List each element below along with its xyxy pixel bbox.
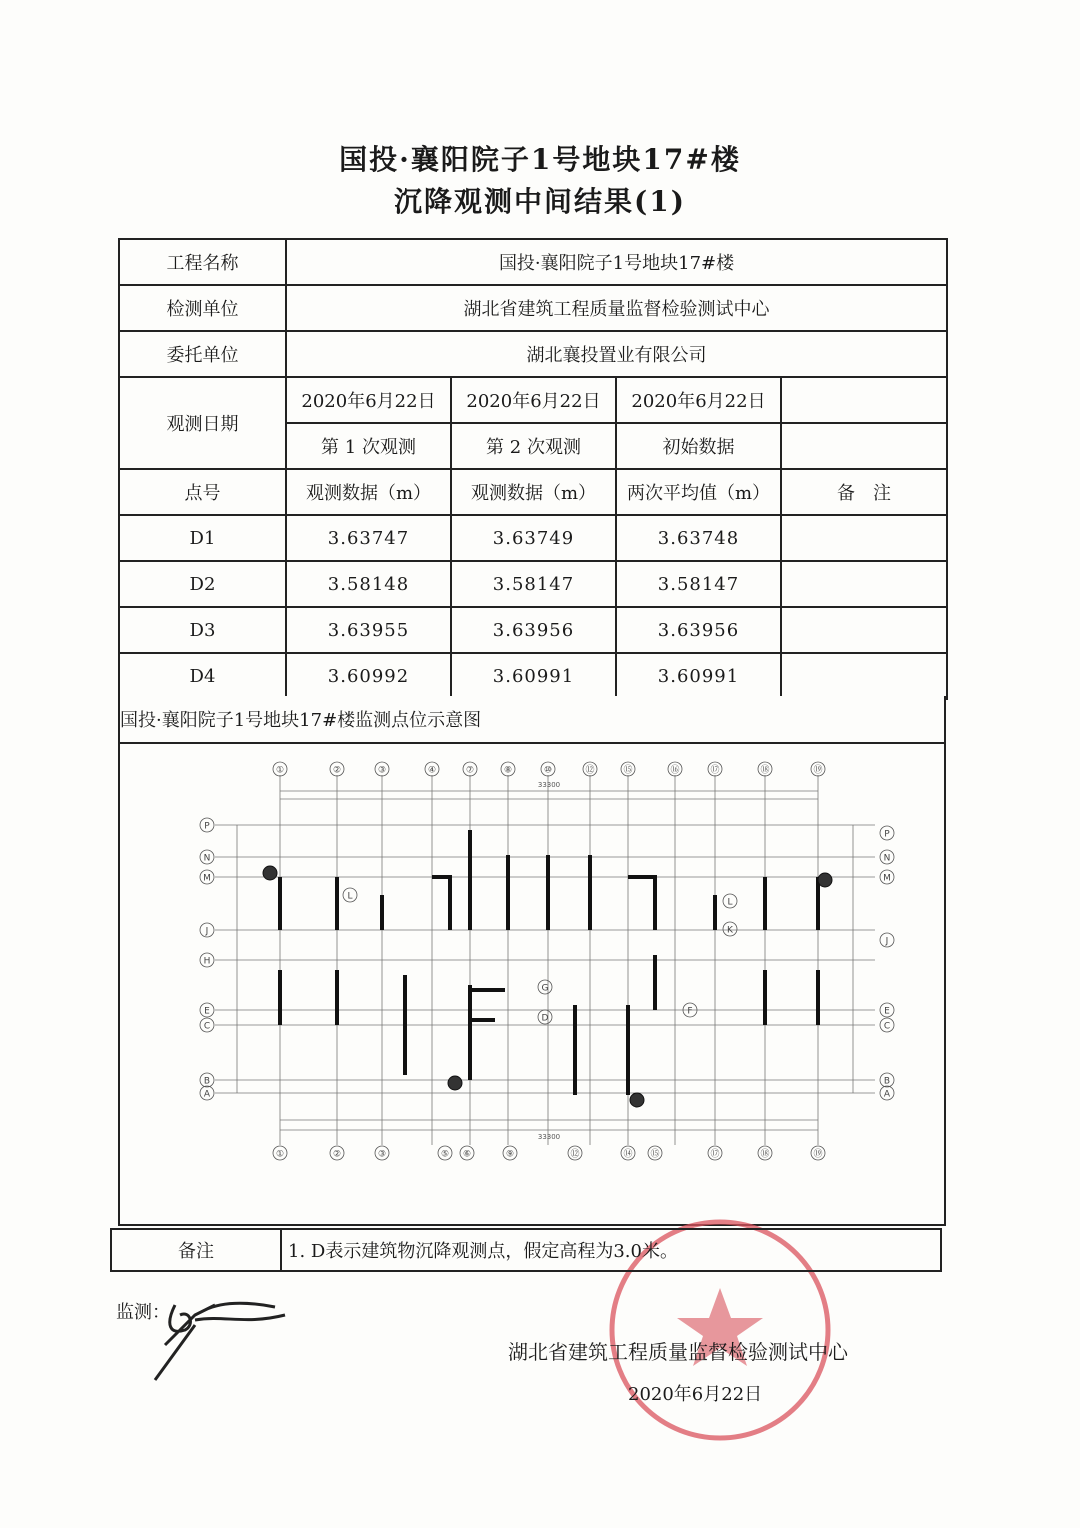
axis-label-left xyxy=(200,1003,214,1017)
value-1: 3.60992 xyxy=(286,653,451,699)
axis-label-top xyxy=(621,762,635,776)
round-empty xyxy=(781,423,947,469)
svg-text:⑱: ⑱ xyxy=(760,765,770,776)
inspector-value: 湖北省建筑工程质量监督检验测试中心 xyxy=(286,285,947,331)
axis-label-right xyxy=(880,1003,894,1017)
date-3: 2020年6月22日 xyxy=(616,377,781,423)
point-label xyxy=(723,894,737,908)
svg-text:G: G xyxy=(541,983,549,994)
svg-text:⑲: ⑲ xyxy=(813,1149,823,1160)
point-label xyxy=(343,888,357,902)
dimension-total: 33300 xyxy=(537,1133,561,1141)
remark-label: 备注 xyxy=(111,1229,281,1271)
svg-text:⑮: ⑮ xyxy=(650,1149,660,1160)
sign-date: 2020年6月22日 xyxy=(628,1384,763,1405)
svg-text:⑧: ⑧ xyxy=(503,765,513,776)
point-id: D4 xyxy=(119,653,286,699)
svg-text:B: B xyxy=(203,1076,211,1087)
doc-subtitle: 沉降观测中间结果(1) xyxy=(394,185,686,218)
svg-text:⑫: ⑫ xyxy=(585,765,595,776)
value-remark xyxy=(781,653,947,699)
svg-text:⑫: ⑫ xyxy=(570,1149,580,1160)
doc-title: 国投·襄阳院子1号地块17#楼 xyxy=(339,143,741,176)
axis-label-bottom xyxy=(273,1146,287,1160)
point-id: D1 xyxy=(119,515,286,561)
svg-text:①: ① xyxy=(275,765,285,776)
axis-label-bottom xyxy=(648,1146,662,1160)
axis-label-top xyxy=(425,762,439,776)
info-table xyxy=(118,238,948,700)
value-1: 3.63747 xyxy=(286,515,451,561)
org-signature: 湖北省建筑工程质量监督检验测试中心 xyxy=(508,1340,848,1364)
axis-label-right xyxy=(880,826,894,840)
axis-label-right xyxy=(880,870,894,884)
axis-label-bottom xyxy=(438,1146,452,1160)
svg-text:④: ④ xyxy=(427,765,437,776)
client-value: 湖北襄投置业有限公司 xyxy=(286,331,947,377)
svg-text:⑱: ⑱ xyxy=(760,1149,770,1160)
axis-label-bottom xyxy=(758,1146,772,1160)
svg-text:⑯: ⑯ xyxy=(670,765,680,776)
divider xyxy=(118,742,944,744)
axis-label-right xyxy=(880,1086,894,1100)
inspector-label: 检测单位 xyxy=(119,285,286,331)
axis-label-top xyxy=(668,762,682,776)
axis-label-left xyxy=(200,870,214,884)
axis-label-left xyxy=(200,850,214,864)
svg-text:J: J xyxy=(205,926,209,937)
svg-text:②: ② xyxy=(332,765,342,776)
value-1: 3.63955 xyxy=(286,607,451,653)
svg-text:⑥: ⑥ xyxy=(462,1149,472,1160)
remark-text: 1. D表示建筑物沉降观测点，假定高程为3.0米。 xyxy=(281,1229,941,1271)
svg-text:⑦: ⑦ xyxy=(465,765,475,776)
svg-text:L: L xyxy=(347,891,353,902)
axis-label-left xyxy=(200,953,214,967)
point-label xyxy=(538,1010,552,1024)
value-2: 3.60991 xyxy=(451,653,616,699)
axis-label-bottom xyxy=(330,1146,344,1160)
axis-label-top xyxy=(273,762,287,776)
svg-text:⑰: ⑰ xyxy=(710,765,720,776)
axis-label-top xyxy=(758,762,772,776)
client-label: 委托单位 xyxy=(119,331,286,377)
value-remark xyxy=(781,607,947,653)
monitor-label: 监测： xyxy=(116,1302,170,1323)
axis-label-left xyxy=(200,818,214,832)
axis-label-left xyxy=(200,1073,214,1087)
axis-label-top xyxy=(501,762,515,776)
round-3: 初始数据 xyxy=(616,423,781,469)
axis-label-bottom xyxy=(708,1146,722,1160)
axis-label-right xyxy=(880,1073,894,1087)
point-label xyxy=(723,922,737,936)
svg-text:C: C xyxy=(203,1021,211,1032)
svg-text:⑭: ⑭ xyxy=(623,1149,633,1160)
axis-label-top xyxy=(708,762,722,776)
svg-text:J: J xyxy=(885,936,889,947)
axis-label-left xyxy=(200,1086,214,1100)
svg-text:⑲: ⑲ xyxy=(813,765,823,776)
signature-icon xyxy=(135,1285,305,1385)
date-empty xyxy=(781,377,947,423)
dimension-total: 33300 xyxy=(537,781,561,789)
table-row xyxy=(119,515,947,561)
value-avg: 3.63748 xyxy=(616,515,781,561)
svg-text:C: C xyxy=(883,1021,891,1032)
svg-text:N: N xyxy=(203,853,211,864)
header-col1: 观测数据（m） xyxy=(286,469,451,515)
point-label xyxy=(538,980,552,994)
svg-text:B: B xyxy=(883,1076,891,1087)
date-2: 2020年6月22日 xyxy=(451,377,616,423)
remark-table xyxy=(110,1228,942,1272)
axis-label-top xyxy=(330,762,344,776)
svg-text:L: L xyxy=(727,897,733,908)
axis-label-right xyxy=(880,933,894,947)
value-2: 3.63749 xyxy=(451,515,616,561)
svg-text:⑩: ⑩ xyxy=(543,765,553,776)
round-2: 第 2 次观测 xyxy=(451,423,616,469)
axis-label-top xyxy=(463,762,477,776)
svg-text:K: K xyxy=(727,925,733,936)
axis-label-bottom xyxy=(568,1146,582,1160)
header-point: 点号 xyxy=(119,469,286,515)
svg-text:P: P xyxy=(884,829,890,840)
axis-label-right xyxy=(880,1018,894,1032)
value-2: 3.58147 xyxy=(451,561,616,607)
round-1: 第 1 次观测 xyxy=(286,423,451,469)
value-avg: 3.58147 xyxy=(616,561,781,607)
date-label: 观测日期 xyxy=(119,377,286,469)
axis-label-bottom xyxy=(460,1146,474,1160)
svg-text:⑮: ⑮ xyxy=(623,765,633,776)
svg-text:N: N xyxy=(883,853,891,864)
header-remark: 备 注 xyxy=(781,469,947,515)
svg-text:A: A xyxy=(203,1089,211,1100)
svg-text:③: ③ xyxy=(377,1149,387,1160)
point-id: D3 xyxy=(119,607,286,653)
svg-text:②: ② xyxy=(332,1149,342,1160)
axis-label-right xyxy=(880,850,894,864)
svg-text:F: F xyxy=(687,1006,693,1017)
table-row xyxy=(119,607,947,653)
svg-text:H: H xyxy=(203,956,211,967)
value-remark xyxy=(781,515,947,561)
date-1: 2020年6月22日 xyxy=(286,377,451,423)
svg-text:E: E xyxy=(884,1006,890,1017)
axis-label-left xyxy=(200,923,214,937)
axis-label-bottom xyxy=(621,1146,635,1160)
table-row xyxy=(119,561,947,607)
svg-text:①: ① xyxy=(275,1149,285,1160)
svg-text:⑨: ⑨ xyxy=(505,1149,515,1160)
axis-label-bottom xyxy=(375,1146,389,1160)
svg-text:③: ③ xyxy=(377,765,387,776)
floor-plan-drawing xyxy=(185,755,905,1175)
axis-label-bottom xyxy=(503,1146,517,1160)
project-value: 国投·襄阳院子1号地块17#楼 xyxy=(286,239,947,285)
value-1: 3.58148 xyxy=(286,561,451,607)
svg-text:M: M xyxy=(883,873,891,884)
header-col2: 观测数据（m） xyxy=(451,469,616,515)
axis-label-top xyxy=(583,762,597,776)
header-col3: 两次平均值（m） xyxy=(616,469,781,515)
project-label: 工程名称 xyxy=(119,239,286,285)
axis-label-top xyxy=(375,762,389,776)
value-avg: 3.63956 xyxy=(616,607,781,653)
svg-text:D: D xyxy=(541,1013,549,1024)
plan-title: 国投·襄阳院子1号地块17#楼监测点位示意图 xyxy=(120,710,482,731)
svg-text:M: M xyxy=(203,873,211,884)
svg-text:A: A xyxy=(883,1089,891,1100)
axis-label-bottom xyxy=(811,1146,825,1160)
point-id: D2 xyxy=(119,561,286,607)
axis-label-top xyxy=(811,762,825,776)
svg-text:⑤: ⑤ xyxy=(440,1149,450,1160)
value-avg: 3.60991 xyxy=(616,653,781,699)
svg-text:P: P xyxy=(204,821,210,832)
axis-label-top xyxy=(541,762,555,776)
table-row xyxy=(119,653,947,699)
value-2: 3.63956 xyxy=(451,607,616,653)
svg-text:E: E xyxy=(204,1006,210,1017)
axis-label-left xyxy=(200,1018,214,1032)
svg-text:⑰: ⑰ xyxy=(710,1149,720,1160)
value-remark xyxy=(781,561,947,607)
